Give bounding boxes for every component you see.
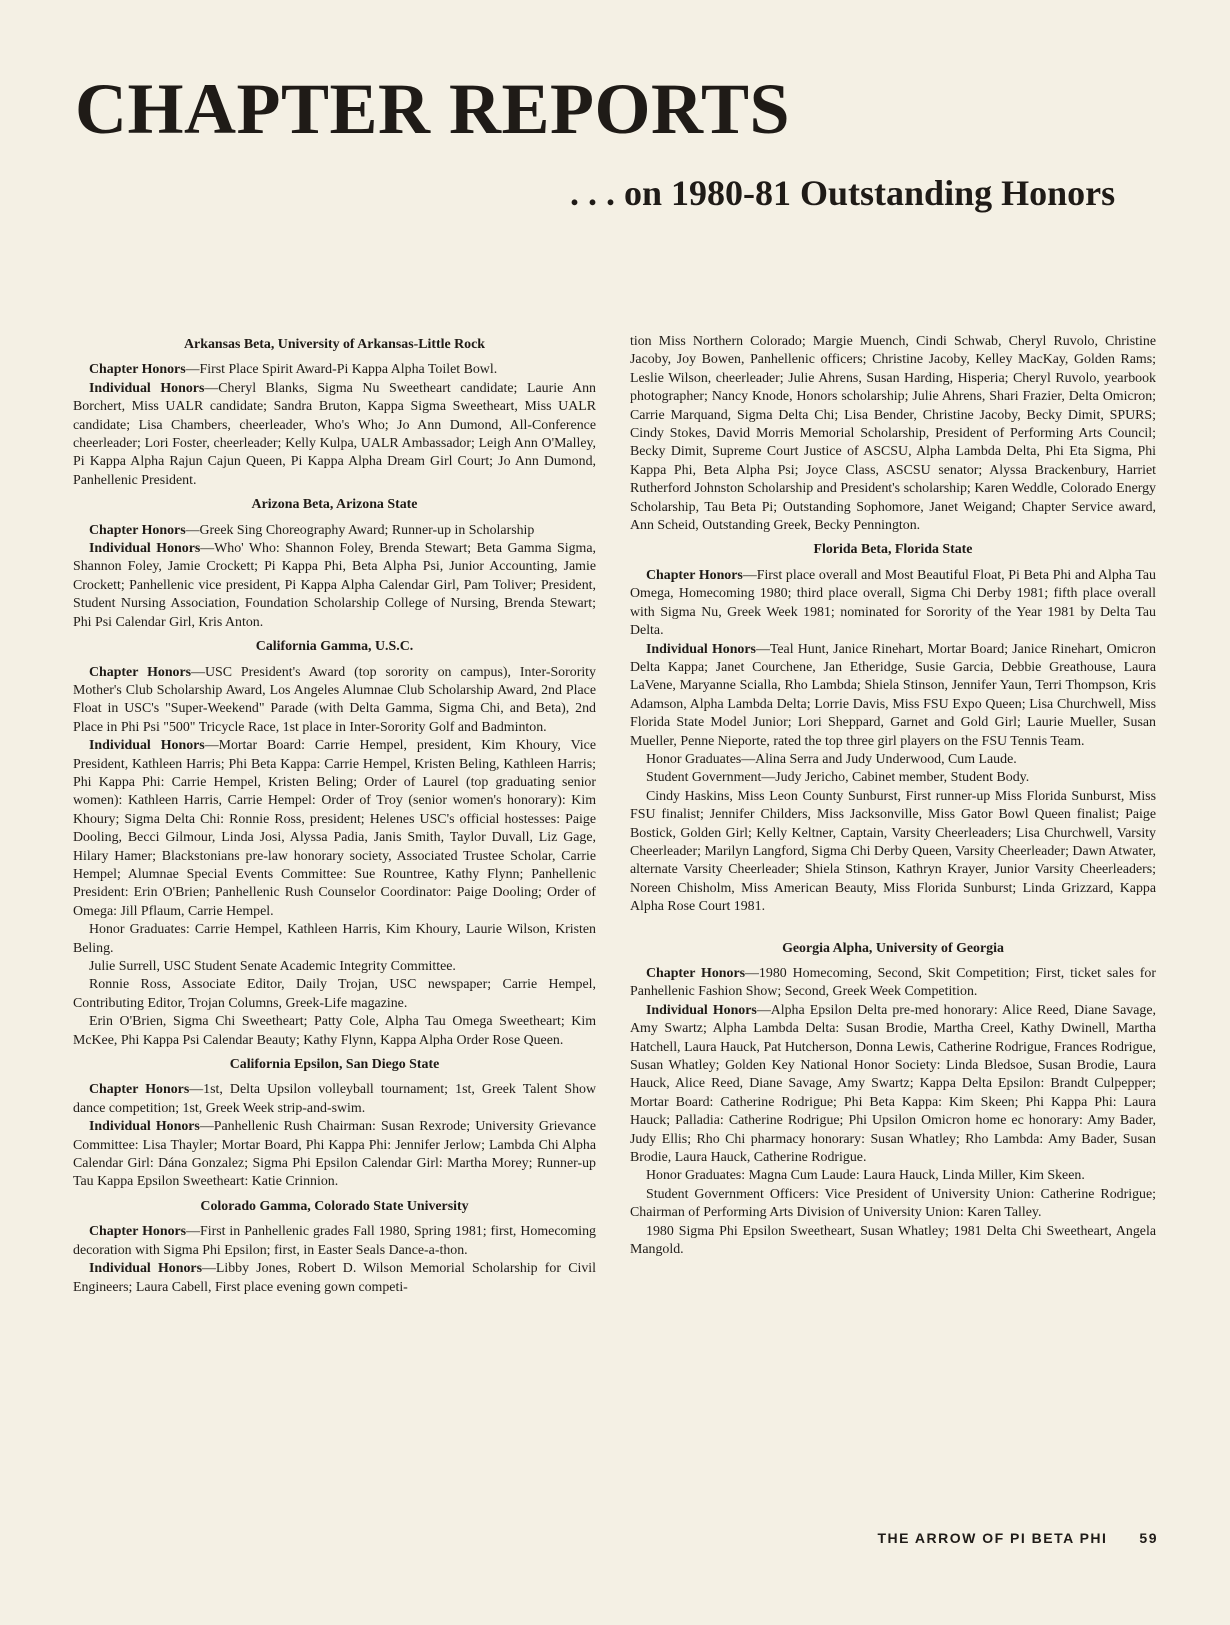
- paragraph-label: Individual Honors: [89, 1261, 202, 1277]
- chapter-florida-beta: [630, 541, 1156, 916]
- paragraph-label: Chapter Honors: [646, 567, 743, 583]
- left-column: [73, 333, 596, 1303]
- individual-honors-paragraph: [73, 1260, 596, 1297]
- paragraph: Student Government Officers: Vice President of University Union: Catherine Rodrigue; Chairman of Performing Arts Division of University Union: Karen Talley.: [630, 1186, 1156, 1221]
- chapter-honors-paragraph: [73, 361, 596, 379]
- paragraph-label: Chapter Honors: [89, 1224, 187, 1240]
- chapter-honors-paragraph: [630, 567, 1156, 641]
- honor-graduates-paragraph: Honor Graduates: Carrie Hempel, Kathleen Harris, Kim Khoury, Laurie Wilson, Kristen Beling.: [73, 922, 596, 956]
- page-title: CHAPTER REPORTS: [75, 69, 791, 149]
- individual-honors-paragraph: [630, 1002, 1156, 1168]
- honor-graduates-paragraph: Honor Graduates: Magna Cum Laude: Laura Hauck, Linda Miller, Kim Skeen.: [646, 1168, 1085, 1184]
- chapter-california-gamma: [73, 638, 596, 1050]
- paragraph-label: Chapter Honors: [646, 966, 746, 981]
- paragraph-text: —First Place Spirit Award-Pi Kappa Alpha Toilet Bowl.: [185, 362, 498, 378]
- chapter-heading: Florida Beta, Florida State: [813, 542, 973, 558]
- individual-honors-paragraph: [73, 737, 596, 921]
- paragraph-label: Chapter Honors: [89, 362, 186, 378]
- spacer: [630, 923, 1156, 937]
- paragraph-text: —Mortar Board: Carrie Hempel, president, Kim Khoury, Vice President, Kathleen Harris; Phi Beta Kappa: Carrie Hempel, Kristen Beling, Kathleen Harris; Phi Kappa Phi: Carrie Hempel, Kristen Beling; Order of Laurel (top graduating senior women): Kathleen Harris, Carrie Hempel: Order of Troy (senior women's honorary): Kim Khoury; Sigma Delta Chi: Ronnie Ross, president; Helenes USC's official hostesses: Paige Dooling, Becci Gilmour, Linda Josi, Alyssa Padia, Janis Smith, Taylor Duvall, Liz Gage, Hilary Hamer; Blackstonians pre-law honorary society, Associated Trustee Scholar, Carrie Hempel; Alumnae Special Events Committee: Sue Rountree, Kathy Flynn; Panhellenic President: Erin O'Brien; Panhellenic Rush Counselor Coordinator: Paige Dooling; Order of Omega: Jill Pflaum, Carrie Hempel.: [73, 738, 596, 919]
- page-number: 59: [1139, 1530, 1158, 1546]
- chapter-honors-paragraph: [73, 1223, 596, 1260]
- paragraph-text: —Alpha Epsilon Delta pre-med honorary: Alice Reed, Diane Savage, Amy Swartz; Alpha Lambda Delta: Susan Brodie, Martha Creel, Kathy Dwinell, Martha Hatchell, Laura Hauck, Pat Hutcherson, Donna Lewis, Catherine Rodrigue, Frances Rodrigue, Susan Whatley; Golden Key National Honor Society: Linda Bledsoe, Susan Brodie, Laura Hauck, Alice Reed, Diane Savage, Amy Swartz; Kappa Delta Epsilon: Brandt Culpepper; Mortar Board: Catherine Rodrigue; Phi Beta Kappa: Kim Skeen; Phi Kappa Phi: Laura Hauck; Palladia: Catherine Rodrigue; Phi Upsilon Omicron home ec honorary: Amy Bader, Judy Ellis; Rho Chi pharmacy honorary: Susan Whatley; Rho Lambda: Amy Bader, Susan Brodie, Laura Hauck, Catherine Rodrigue.: [630, 1002, 1156, 1166]
- paragraph: Ronnie Ross, Associate Editor, Daily Trojan, USC newspaper; Carrie Hempel, Contributing Editor, Trojan Columns, Greek-Life magazine.: [73, 977, 596, 1011]
- publication-name: THE ARROW OF PI BETA PHI: [877, 1530, 1108, 1546]
- chapter-arizona-beta: [73, 496, 596, 632]
- paragraph-text: —Cheryl Blanks, Sigma Nu Sweetheart candidate; Laurie Ann Borchert, Miss UALR candidate; Sandra Bruton, Kappa Sigma Sweetheart, Miss UALR candidate; Lisa Chambers, cheerleader, Who's Who; Jo Ann Dumond, All-Conference cheerleader; Lori Foster, cheerleader; Kelly Kulpa, UALR Ambassador; Leigh Ann O'Malley, Pi Kappa Alpha Rajun Cajun Queen, Pi Kappa Alpha Dream Girl Court; Jo Ann Dumond, Panhellenic President.: [73, 380, 596, 488]
- paragraph: Student Government—Judy Jericho, Cabinet member, Student Body.: [646, 770, 1030, 786]
- honor-graduates-paragraph: Honor Graduates—Alina Serra and Judy Underwood, Cum Laude.: [646, 751, 1017, 767]
- chapter-heading: California Epsilon, San Diego State: [229, 1057, 440, 1073]
- chapter-colorado-gamma: [73, 1198, 596, 1297]
- paragraph: 1980 Sigma Phi Epsilon Sweetheart, Susan Whatley; 1981 Delta Chi Sweetheart, Angela Mangold.: [630, 1223, 1156, 1258]
- paragraph: Cindy Haskins, Miss Leon County Sunburst, First runner-up Miss Florida Sunburst, Miss FSU finalist; Jennifer Childers, Miss Jacksonville, Miss Gator Bowl Queen finalist; Paige Bostick, Golden Girl; Kelly Keltner, Captain, Varsity Cheerleaders; Lisa Churchwell, Varsity Cheerleader; Marilyn Langford, Sigma Chi Derby Queen, Varsity Cheerleader; Dawn Atwater, alternate Varsity Cheerleader; Shiela Stinson, Kathryn Krayer, Junior Varsity Cheerleaders; Noreen Chisholm, Miss American Beauty, Miss Florida Sunburst; Linda Grizzard, Kappa Alpha Rose Court 1981.: [630, 788, 1156, 915]
- individual-honors-paragraph: [73, 380, 596, 490]
- chapter-heading: Georgia Alpha, University of Georgia: [782, 940, 1004, 956]
- paragraph-text: —First in Panhellenic grades Fall 1980, Spring 1981; first, Homecoming decoration with Sigma Phi Epsilon; first, in Easter Seals Dance-a-thon.: [73, 1224, 596, 1258]
- paragraph-label: Individual Honors: [89, 380, 205, 396]
- chapter-honors-paragraph: [73, 522, 596, 540]
- paragraph-text: —Who' Who: Shannon Foley, Brenda Stewart; Beta Gamma Sigma, Shannon Foley, Jamie Crockett; Pi Kappa Phi, Beta Alpha Psi, Junior Accounting, Jamie Crockett; Panhellenic vice president, Pi Kappa Alpha Calendar Girl, Pam Toliver; President, Student Nursing Association, Foundation Scholarship College of Nursing, Brenda Stewart; Phi Psi Calendar Girl, Kris Anton.: [73, 541, 596, 630]
- paragraph-label: Individual Honors: [646, 1002, 757, 1018]
- chapter-heading: Colorado Gamma, Colorado State University: [200, 1198, 469, 1214]
- page-footer: [878, 1530, 1159, 1546]
- chapter-georgia-alpha: [630, 940, 1156, 1260]
- chapter-colorado-gamma-continued: [630, 333, 1156, 535]
- paragraph-text: —USC President's Award (top sorority on campus), Inter-Sorority Mother's Club Scholarship Award, Los Angeles Alumnae Club Scholarship Award, 2nd Place Float in USC's "Super-Weekend" Parade (with Delta Gamma, Sigma Chi, and Beta), 2nd Place in Phi Psi "500" Tricycle Race, 1st place in Inter-Sorority Golf and Badminton.: [73, 664, 596, 735]
- paragraph-text: —Libby Jones, Robert D. Wilson Memorial Scholarship for Civil Engineers; Laura Cabell, First place evening gown competi-: [73, 1261, 596, 1295]
- paragraph-label: Individual Honors: [89, 1119, 200, 1135]
- paragraph: Julie Surrell, USC Student Senate Academic Integrity Committee.: [89, 959, 456, 974]
- paragraph-label: Chapter Honors: [89, 664, 192, 680]
- paragraph-text: —1st, Delta Upsilon volleyball tournament; 1st, Greek Talent Show dance competition; 1st, Greek Week strip-and-swim.: [73, 1082, 596, 1116]
- paragraph-label: Individual Honors: [89, 738, 205, 754]
- paragraph: Erin O'Brien, Sigma Chi Sweetheart; Patty Cole, Alpha Tau Omega Sweetheart; Kim McKee, Phi Kappa Psi Calendar Beauty; Kathy Flynn, Kappa Alpha Order Rose Queen.: [73, 1014, 596, 1048]
- individual-honors-paragraph: [73, 1118, 596, 1192]
- chapter-arkansas-beta: [73, 336, 596, 490]
- chapter-honors-paragraph: [630, 965, 1156, 1002]
- chapter-heading: Arkansas Beta, University of Arkansas-Little Rock: [184, 337, 485, 352]
- paragraph-text: —Panhellenic Rush Chairman: Susan Rexrode; University Grievance Committee: Lisa Thayler; Mortar Board, Phi Kappa Phi: Jennifer Jerlow; Lambda Chi Alpha Calendar Girl: Dána Gonzalez; Sigma Phi Epsilon Calendar Girl: Martha Morey; Runner-up Tau Kappa Epsilon Sweetheart: Katie Crinnion.: [73, 1119, 596, 1190]
- paragraph-label: Individual Honors: [646, 641, 756, 657]
- chapter-heading: Arizona Beta, Arizona State: [251, 497, 418, 513]
- individual-honors-paragraph: [73, 540, 596, 632]
- chapter-honors-paragraph: [73, 1081, 596, 1118]
- paragraph-text: —Teal Hunt, Janice Rinehart, Mortar Board; Janice Rinehart, Omicron Delta Kappa; Janet Courchene, Jan Etheridge, Susie Garcia, Debbie Greathouse, Laura LaVene, Maryanne Scialla, Rho Lambda; Shiela Stinson, Jennifer Yaun, Terri Thompson, Kris Adamson, Alpha Lambda Delta; Lorrie Davis, Miss FSU Expo Queen; Lisa Churchwell, Miss Florida State Model Junior; Lori Sheppard, Garnet and Gold Girl; Laurie Mueller, Susan Mueller, Penne Nieporte, rated the top three girl players on the FSU Tennis Team.: [630, 641, 1156, 749]
- chapter-honors-paragraph: [73, 664, 596, 738]
- paragraph-text: —1980 Homecoming, Second, Skit Competition; First, ticket sales for Panhellenic Fashion Show; Second, Greek Week Competition.: [630, 966, 1156, 1000]
- page-subtitle: . . . on 1980-81 Outstanding Honors: [570, 173, 1116, 213]
- individual-honors-paragraph: [630, 641, 1156, 751]
- right-column: [630, 333, 1156, 1266]
- paragraph-text: —First place overall and Most Beautiful Float, Pi Beta Phi and Alpha Tau Omega, Homecoming 1980; third place overall, Sigma Chi Derby 1981; fifth place overall with Sigma Nu, Greek Week 1981; nominated for Sorority of the Year 1981 by Delta Tau Delta.: [630, 567, 1156, 639]
- paragraph-label: Individual Honors: [89, 541, 201, 557]
- paragraph-text: —Greek Sing Choreography Award; Runner-up in Scholarship: [185, 522, 535, 538]
- chapter-heading: California Gamma, U.S.C.: [255, 639, 414, 655]
- paragraph-label: Chapter Honors: [89, 522, 186, 538]
- chapter-california-epsilon: [73, 1056, 596, 1192]
- paragraph: tion Miss Northern Colorado; Margie Muench, Cindi Schwab, Cheryl Ruvolo, Christine Jacoby, Joy Bowen, Panhellenic officers; Christine Jacoby, Kelley MacKay, Golden Rams; Leslie Wilson, cheerleader; Julie Ahrens, Susan Harding, Hisperia; Cheryl Ruvolo, yearbook photographer; Nancy Knode, Honors scholarship; Julie Ahrens, Shari Frazier, Delta Omicron; Carrie Marquand, Sigma Delta Chi; Lisa Bender, Christine Jacoby, Becky Dimit, SPURS; Cindy Stokes, David Morris Memorial Scholarship, President of Performing Arts Council; Becky Dimit, Supreme Court Justice of ASCSU, Alpha Lambda Delta, Phi Eta Sigma, Phi Kappa Phi, Beta Alpha Psi; Joyce Class, ASCSU senator; Alyssa Brackenbury, Harriet Rutherford Johnston Scholarship and President's scholarship; Karen Weddle, Colorado Energy Scholarship, Tau Beta Pi; Outstanding Sophomore, Janet Weigand; Chapter Service award, Ann Scheid, Outstanding Greek, Becky Pennington.: [630, 334, 1156, 534]
- paragraph-label: Chapter Honors: [89, 1082, 190, 1098]
